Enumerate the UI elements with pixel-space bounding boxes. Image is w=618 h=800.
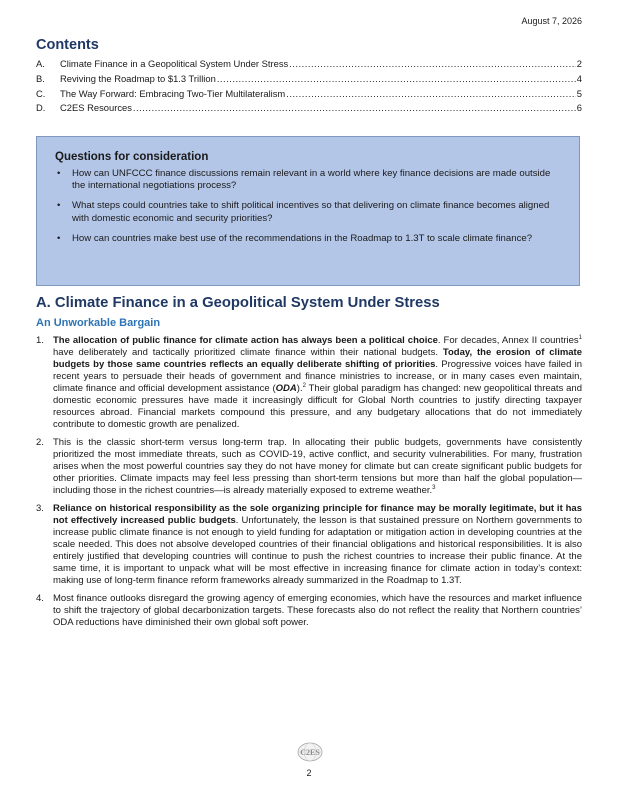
section-a <box>36 295 582 635</box>
questions-box <box>36 136 580 286</box>
toc-link-text[interactable]: The Way Forward: Embracing Two-Tier Multilateralism <box>60 87 286 99</box>
bold-text: Today, the erosion of climate budgets by those same countries reflects an equally deliberate shifting of priorities <box>53 347 583 370</box>
toc-item-b[interactable] <box>36 73 582 88</box>
toc-leader-dots <box>289 58 576 69</box>
toc-leader-dots <box>217 73 576 84</box>
table-of-contents <box>36 58 582 117</box>
toc-link-text[interactable]: Reviving the Roadmap to $1.3 Trillion <box>60 72 216 84</box>
question-item: • How can countries make best use of the recommendations in the Roadmap to 1.3T to scale climate finance? <box>55 233 561 245</box>
paragraph-3 <box>36 503 582 587</box>
paragraph-2 <box>36 437 582 497</box>
bold-text: The allocation of public finance for climate action has always been a political choice <box>53 335 438 346</box>
toc-page-number: 5 <box>576 87 582 99</box>
toc-leader-dots <box>286 88 576 99</box>
toc-leader-dots <box>133 102 576 113</box>
footnote-ref[interactable]: 2 <box>302 382 306 389</box>
bold-italic-text: ODA <box>275 383 297 394</box>
toc-letter: A. <box>36 58 45 69</box>
paragraph-number: 1. <box>36 335 44 346</box>
toc-letter: D. <box>36 102 46 114</box>
body-text: This is the classic short-term versus long-term trap. In allocating their public budgets, governments have consistently prioritized the most immediate threats, such as COVID-19, active conflict, and security vulnerabilities. For many, frustration arises when the most powerful countries say they do not have money for climate but can create significant public budgets for other priorities. Climate impacts may feel less pressing than short-term tensions but more than half the global population—including those in the richest countries—is already materially exposed to extreme weather. <box>53 437 582 496</box>
paragraph-number: 3. <box>36 503 44 514</box>
paragraph-number: 2. <box>36 437 44 448</box>
footnote-ref[interactable]: 1 <box>578 334 582 341</box>
header-date: August 7, 2026 <box>521 16 582 26</box>
page-number: 2 <box>306 768 312 778</box>
toc-link-text[interactable]: Climate Finance in a Geopolitical System Under Stress <box>60 58 289 69</box>
toc-letter: C. <box>36 87 46 99</box>
section-subheading: An Unworkable Bargain <box>36 317 161 329</box>
contents-title: Contents <box>36 37 99 53</box>
paragraph-number: 4. <box>36 593 44 604</box>
body-text: have deliberately and tactically prioritized climate finance within their national budgets. <box>53 347 443 358</box>
body-text: . Progressive voices have failed in recent years to persuade their heads of government and finance ministries to increase, or in many cases even maintain, climate finance and official development assistance ( <box>53 359 582 394</box>
globe-icon <box>297 742 323 762</box>
paragraph-4 <box>36 593 582 629</box>
bold-text: Reliance on historical responsibility as the sole organizing principle for finance may be morally legitimate, but it has not effectively increased public budgets <box>53 503 582 526</box>
body-text: . For decades, Annex II countries <box>437 335 579 346</box>
toc-letter: B. <box>36 72 45 84</box>
paragraph-list <box>36 335 582 629</box>
body-text: ). <box>296 383 303 394</box>
c2es-logo <box>297 742 323 762</box>
toc-page-number: 4 <box>576 72 582 84</box>
question-item: • What steps could countries take to shift political incentives so that delivering on climate finance becomes aligned with domestic economic and security priorities? <box>55 200 561 224</box>
footnote-ref[interactable]: 3 <box>432 484 436 491</box>
logo-text: C2ES <box>300 748 320 757</box>
questions-title: Questions for consideration <box>55 151 209 163</box>
toc-page-number: 6 <box>576 102 582 114</box>
question-item: • How can UNFCCC finance discussions remain relevant in a world where key finance decisions are made outside the international negotiations process? <box>55 168 561 192</box>
toc-page-number: 2 <box>576 58 582 69</box>
body-text: . Unfortunately, the lesson is that sustained pressure on Northern governments to increase public climate finance is not enough to yield funding for adaptation or mitigation action in developing countries at the scale needed. This does not absolve developed countries of their financial obligations and historical responsibilities. It is also entirely justified that developing countries will continue to push the richest countries to increase their public finance. At the same time, it is important to unpack what will be most effective in increasing finance for climate action in today’s context: making use of long-term finance reform frameworks already summarized in the Roadmap to 1.3T. <box>53 515 582 586</box>
body-text: Most finance outlooks disregard the growing agency of emerging economies, which have the resources and market influence to shift the trajectory of global decarbonization targets. These forecasts also do not reflect the reality that Northern countries’ ODA reductions have diminished their own global soft power. <box>53 593 582 628</box>
toc-item-c[interactable] <box>36 88 582 103</box>
toc-item-a[interactable] <box>36 58 582 73</box>
section-heading: A. Climate Finance in a Geopolitical System Under Stress <box>36 295 440 311</box>
paragraph-1 <box>36 335 582 431</box>
toc-item-d[interactable] <box>36 102 582 117</box>
body-text: Their global paradigm has changed: new geopolitical threats and domestic economic pressures have made it increasingly difficult for Global North countries to justify directing taxpayer resources abroad. Financial markets compound this pressure, and any budgetary allocations that do not immediately contribute to domestic growth are penalized. <box>53 383 582 430</box>
toc-link-text[interactable]: C2ES Resources <box>60 102 132 114</box>
questions-list <box>55 168 561 245</box>
